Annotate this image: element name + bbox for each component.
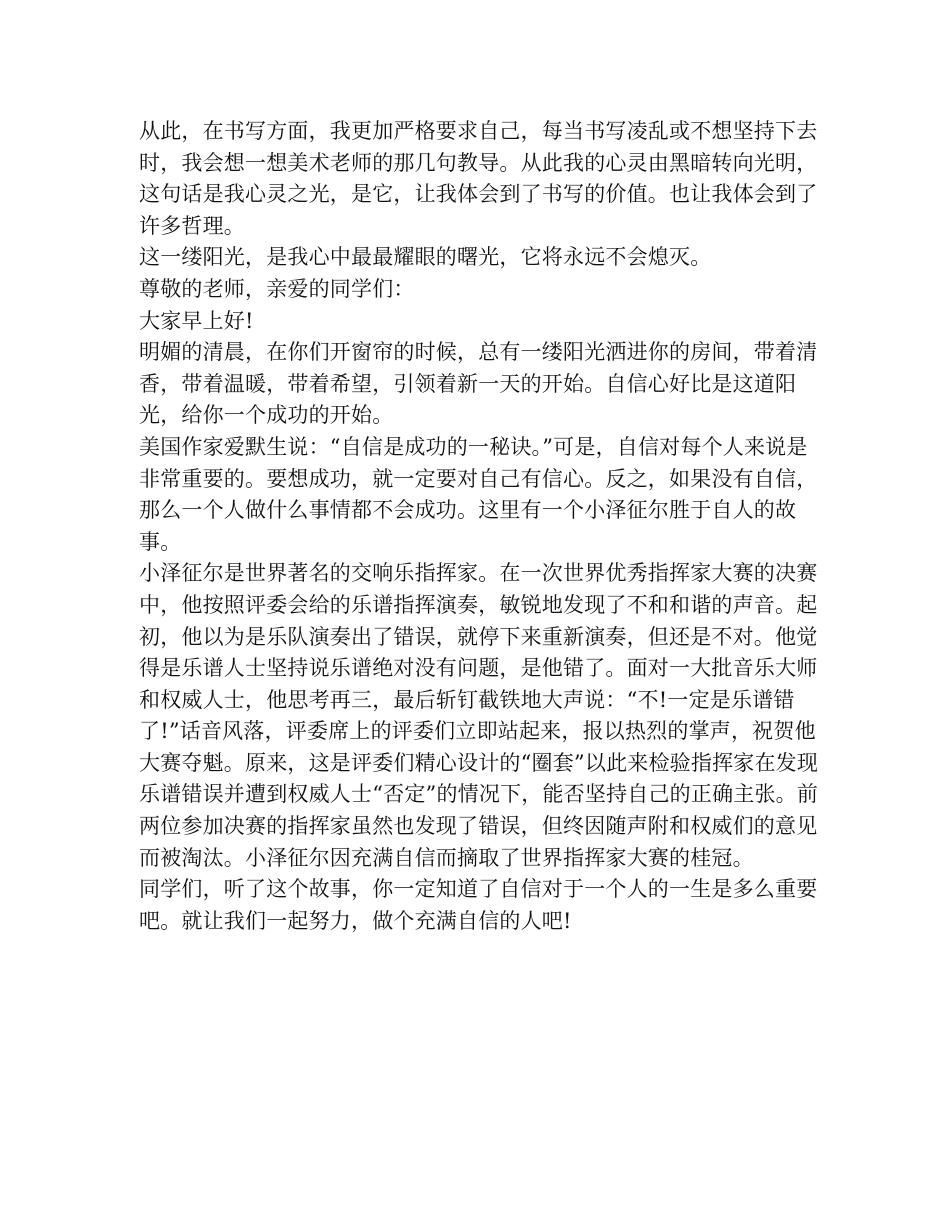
- paragraph-4: 大家早上好!: [139, 308, 254, 333]
- paragraph-1: 从此，在书写方面，我更加严格要求自己，每当书写凌乱或不想坚持下去时，我会想一想美术老师的那几句教导。从此我的心灵由黑暗转向光明，这句话是我心灵之光，是它，让我体会到了书写的价值。也让我体会到了许多哲理。: [139, 119, 818, 238]
- paragraph-3: 尊敬的老师，亲爱的同学们：: [139, 276, 415, 301]
- paragraph-2: 这一缕阳光，是我心中最最耀眼的曙光，它将永远不会熄灭。: [139, 245, 712, 270]
- paragraph-6: 美国作家爱默生说：“自信是成功的一秘诀。”可是，自信对每个人来说是非常重要的。要想成功，就一定要对自己有信心。反之，如果没有自信，那么一个人做什么事情都不会成功。这里有一个小泽征尔胜于自人的故事。: [139, 434, 818, 554]
- paragraph-7: 小泽征尔是世界著名的交响乐指挥家。在一次世界优秀指挥家大赛的决赛中，他按照评委会给的乐谱指挥演奏，敏锐地发现了不和和谐的声音。起初，他以为是乐队演奏出了错误，就停下来重新演奏，但还是不对。他觉得是乐谱人士坚持说乐谱绝对没有问题，是他错了。面对一大批音乐大师和权威人士，他思考再三，最后斩钉截铁地大声说：“不!一定是乐谱错了!”话音风落，评委席上的评委们立即站起来，报以热烈的掌声，祝贺他大赛夺魁。原来，这是评委们精心设计的“圈套”以此来检验指挥家在发现乐谱错误并遭到权威人士“否定”的情况下，能否坚持自己的正确主张。前两位参加决赛的指挥家虽然也发现了错误，但终因随声附和权威们的意见而被淘汰。小泽征尔因充满自信而摘取了世界指挥家大赛的桂冠。: [139, 561, 819, 870]
- paragraph-8: 同学们，听了这个故事，你一定知道了自信对于一个人的一生是多么重要吧。就让我们一起努力，做个充满自信的人吧!: [139, 877, 818, 933]
- document-body: [139, 116, 819, 937]
- paragraph-5: 明媚的清晨，在你们开窗帘的时候，总有一缕阳光洒进你的房间，带着清香，带着温暖，带着希望，引领着新一天的开始。自信心好比是这道阳光，给你一个成功的开始。: [139, 340, 818, 428]
